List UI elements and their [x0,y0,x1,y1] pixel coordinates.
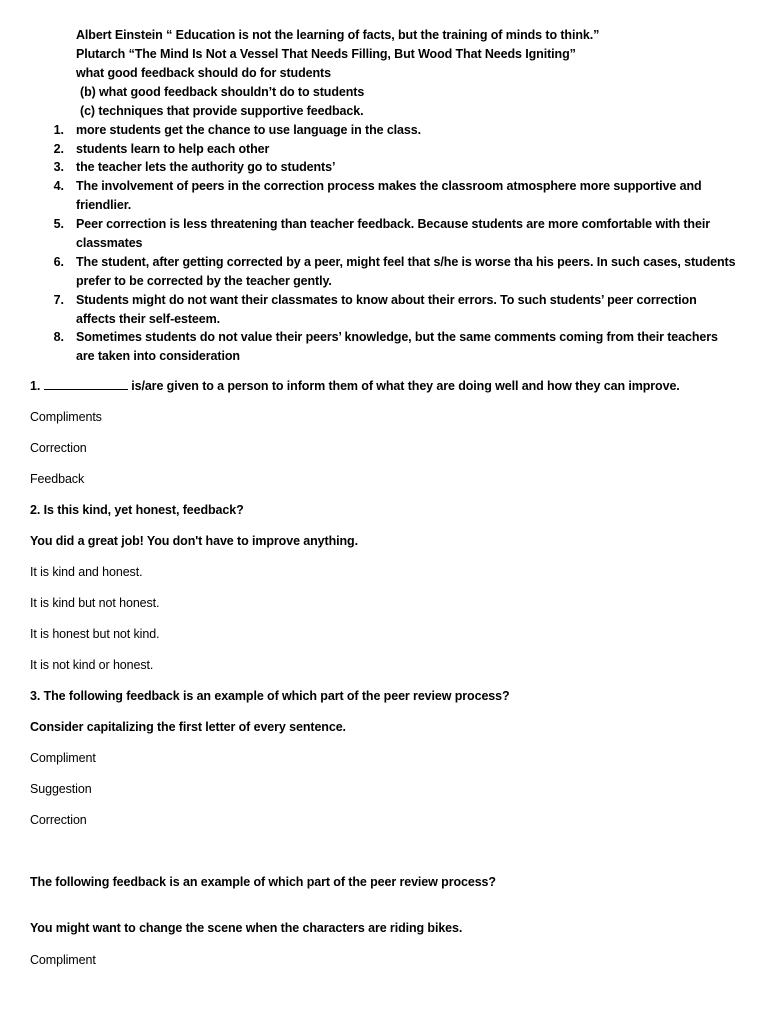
q4-option-compliment[interactable]: Compliment [30,953,96,967]
question-2: 2. Is this kind, yet honest, feedback? [30,503,244,517]
intro-line-a: what good feedback should do for students [76,66,331,80]
q3-option-correction[interactable]: Correction [30,813,87,827]
list-number: 4. [53,179,64,193]
q1-option-compliments[interactable]: Compliments [30,410,102,424]
list-number: 8. [53,330,64,344]
list-number: 3. [53,160,64,174]
intro-line-c: (c) techniques that provide supportive feedback. [80,104,364,118]
q2-option-neither[interactable]: It is not kind or honest. [30,658,154,672]
list-number: 1. [53,123,64,137]
q3-option-compliment[interactable]: Compliment [30,751,96,765]
question-2-statement: You did a great job! You don't have to improve anything. [30,534,358,548]
list-item: the teacher lets the authority go to students’ [76,160,336,174]
question-1 [30,378,680,394]
list-item: Students might do not want their classmates to know about their errors. To such students’ peer correction affects their self-esteem. [76,293,697,326]
intro-line-b: (b) what good feedback shouldn’t do to students [80,85,365,99]
question-3: 3. The following feedback is an example of which part of the peer review process? [30,689,510,703]
list-number: 6. [53,255,64,269]
plutarch-quote: Plutarch “The Mind Is Not a Vessel That Needs Filling, But Wood That Needs Igniting” [76,47,576,61]
answer-blank [44,378,128,390]
q1-option-correction[interactable]: Correction [30,441,87,455]
q1-option-feedback[interactable]: Feedback [30,472,85,486]
list-item: Peer correction is less threatening than teacher feedback. Because students are more comfortable with their classmates [76,217,710,250]
q2-option-kind-honest[interactable]: It is kind and honest. [30,565,143,579]
q2-option-kind-not-honest[interactable]: It is kind but not honest. [30,596,160,610]
question-4: The following feedback is an example of which part of the peer review process? [30,875,496,889]
list-item: Sometimes students do not value their peers’ knowledge, but the same comments coming from their teachers are taken into consideration [76,330,718,363]
question-3-statement: Consider capitalizing the first letter of every sentence. [30,720,346,734]
question-4-statement: You might want to change the scene when the characters are riding bikes. [30,921,463,935]
q3-option-suggestion[interactable]: Suggestion [30,782,92,796]
list-item: The student, after getting corrected by a peer, might feel that s/he is worse tha his peers. In such cases, students prefer to be corrected by the teacher gently. [76,255,736,288]
list-item: students learn to help each other [76,142,270,156]
list-item: The involvement of peers in the correction process makes the classroom atmosphere more supportive and friendlier. [76,179,702,212]
list-number: 5. [53,217,64,231]
question-1-number: 1. [30,379,41,393]
list-number: 7. [53,293,64,307]
q2-option-honest-not-kind[interactable]: It is honest but not kind. [30,627,160,641]
list-number: 2. [53,142,64,156]
list-item: more students get the chance to use language in the class. [76,123,421,137]
question-1-text: is/are given to a person to inform them of what they are doing well and how they can improve. [131,379,680,393]
einstein-quote: Albert Einstein “ Education is not the learning of facts, but the training of minds to think.” [76,28,600,42]
